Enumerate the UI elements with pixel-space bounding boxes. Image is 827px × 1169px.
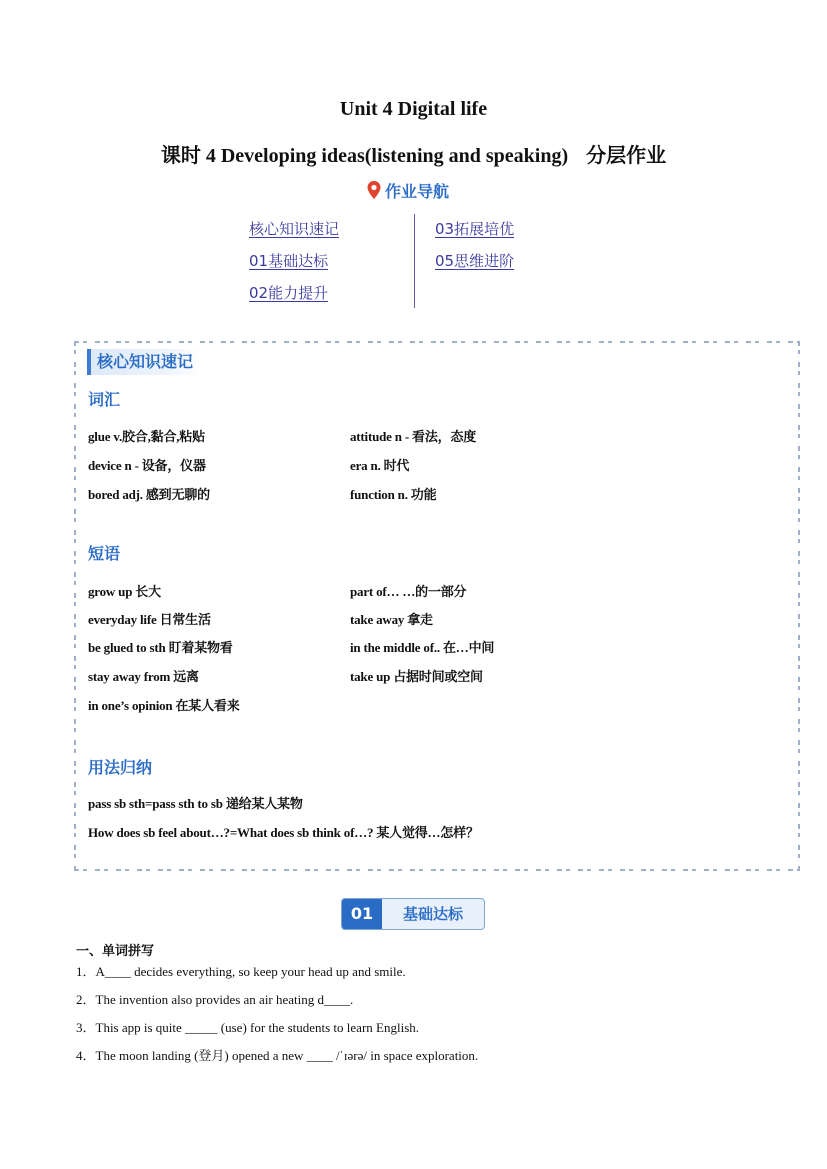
nav-link-02[interactable]: 02能力提升	[249, 284, 329, 302]
section-01-label: 基础达标	[402, 905, 463, 923]
question-item: 2．The invention also provides an air heating d____.	[76, 992, 354, 1007]
nav-link-01[interactable]: 01基础达标	[249, 252, 329, 270]
page-subtitle	[0, 139, 827, 168]
usage-item: How does sb feel about…?=What does sb think of…? 某人觉得…怎样？	[88, 825, 479, 840]
vocab-item: bored adj. 感到无聊的	[88, 487, 210, 502]
nav-link-05[interactable]: 05思维进阶	[435, 252, 515, 270]
phrase-item: take up 占据时间或空间	[350, 669, 483, 684]
box-border-left	[74, 341, 76, 871]
phrase-item: stay away from 远离	[88, 669, 199, 684]
subtitle-main: 课时 4 Developing ideas(listening and speaking)	[160, 145, 569, 167]
phrases-heading: 短语	[88, 544, 121, 563]
subtitle-tag: 分层作业	[586, 145, 667, 167]
phrase-item: take away 拿走	[350, 612, 433, 627]
vocab-item: device n - 设备，仪器	[88, 458, 206, 473]
nav-heading	[366, 178, 449, 202]
core-knowledge-heading: 核心知识速记	[87, 349, 201, 375]
box-border-bottom	[74, 869, 800, 871]
nav-link-core-knowledge[interactable]: 核心知识速记	[249, 220, 340, 238]
core-knowledge-box	[74, 341, 800, 871]
question-item: 1．A____ decides everything, so keep your head up and smile.	[76, 964, 406, 979]
phrase-item: part of… …的一部分	[350, 584, 467, 599]
nav-links	[249, 214, 549, 309]
location-pin-icon	[366, 180, 382, 200]
phrase-item: in one’s opinion 在某人看来	[88, 698, 240, 713]
phrase-item: in the middle of.. 在…中间	[350, 640, 495, 655]
nav-divider	[414, 214, 415, 308]
vocab-item: attitude n - 看法，态度	[350, 429, 477, 444]
vocab-heading: 词汇	[88, 390, 121, 409]
section-01-number: 01	[342, 899, 382, 929]
vocab-item: function n. 功能	[350, 487, 437, 502]
box-border-top	[74, 341, 800, 343]
phrase-item: everyday life 日常生活	[88, 612, 211, 627]
vocab-item: glue v.胶合,黏合,粘贴	[88, 429, 205, 444]
section-01-badge	[341, 898, 485, 930]
question-item: 3．This app is quite _____ (use) for the students to learn English.	[76, 1020, 420, 1035]
page-title: Unit 4 Digital life	[339, 98, 488, 120]
nav-link-03[interactable]: 03拓展培优	[435, 220, 515, 238]
question-item: 4．The moon landing (登月) opened a new ____ /ˈɪərə/ in space exploration.	[76, 1048, 479, 1063]
vocab-item: era n. 时代	[350, 458, 410, 473]
phrase-item: be glued to sth 盯着某物看	[88, 640, 233, 655]
box-border-right	[798, 341, 800, 871]
phrase-item: grow up 长大	[88, 584, 161, 599]
usage-item: pass sb sth=pass sth to sb 递给某人某物	[88, 796, 303, 811]
usage-heading: 用法归纳	[88, 758, 153, 777]
part-heading: 一、单词拼写	[76, 944, 155, 959]
nav-heading-label: 作业导航	[385, 181, 450, 201]
